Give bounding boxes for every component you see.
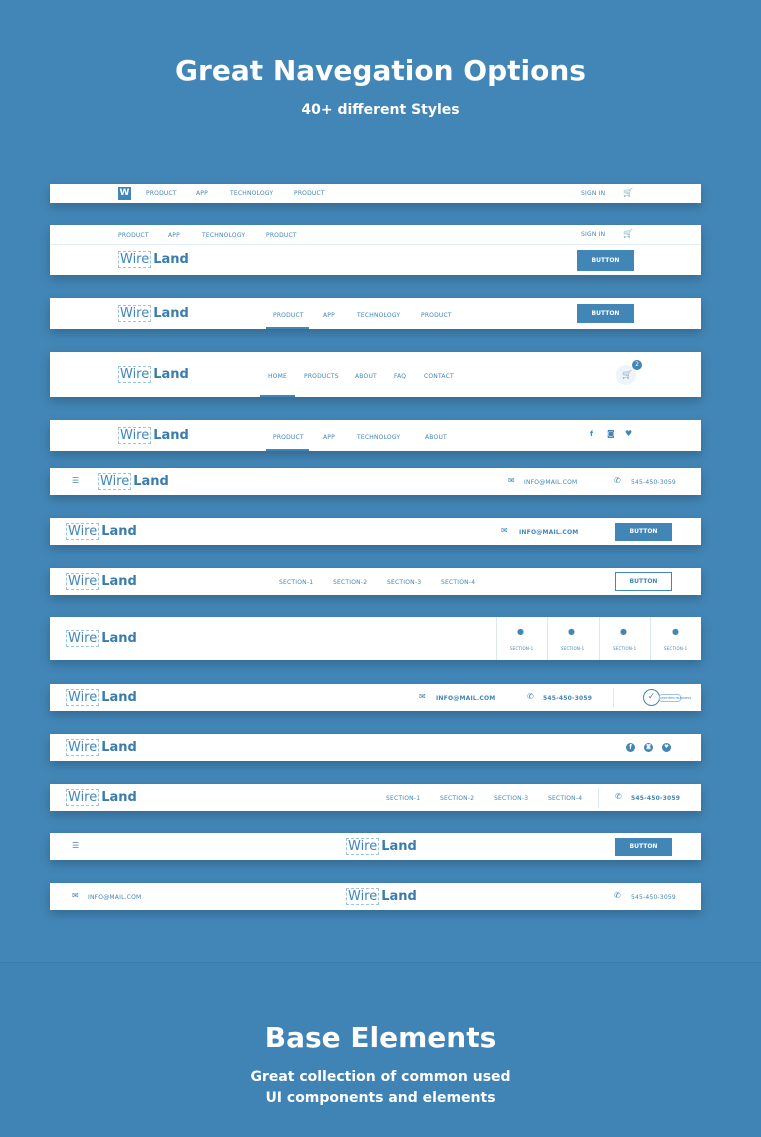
- cart-icon[interactable]: 🛒: [623, 229, 633, 238]
- nav-app[interactable]: APP: [323, 312, 335, 319]
- nav-product[interactable]: PRODUCT: [118, 232, 149, 239]
- active-underline: [260, 395, 295, 397]
- nav-product[interactable]: PRODUCT: [146, 190, 177, 197]
- logo-land: Land: [133, 474, 169, 489]
- facebook-icon[interactable]: f: [590, 430, 594, 438]
- logo-wire: Wire: [68, 631, 98, 646]
- nav-bar-8: [50, 568, 701, 595]
- cart-count-badge: 2: [632, 360, 642, 370]
- nav-section-4[interactable]: SECTION-4: [548, 795, 583, 802]
- divider: [50, 244, 701, 245]
- contact-email[interactable]: INFO@MAIL.COM: [436, 695, 496, 702]
- nav-section-2[interactable]: SECTION-2: [333, 579, 368, 586]
- certified-badge: CERTIFIED BUSINESS: [660, 696, 692, 700]
- nav-bar-6: [50, 468, 701, 495]
- logo[interactable]: [66, 524, 137, 540]
- logo-wire: Wire: [120, 428, 150, 443]
- divider: [599, 617, 600, 660]
- logo-wire: Wire: [100, 474, 130, 489]
- hero-title: Great Navegation Options: [175, 54, 586, 87]
- nav-technology[interactable]: TECHNOLOGY: [357, 312, 401, 319]
- logo-land: Land: [101, 790, 137, 805]
- divider: [650, 617, 651, 660]
- logo[interactable]: [98, 474, 169, 490]
- logo-wire: Wire: [68, 740, 98, 755]
- nav-product[interactable]: PRODUCT: [273, 312, 304, 319]
- nav-bar-3: [50, 298, 701, 329]
- nav-section-1[interactable]: SECTION-1: [386, 795, 421, 802]
- nav-bar-1: [50, 184, 701, 203]
- menu-icon[interactable]: ☰: [72, 841, 80, 850]
- mail-icon: ✉: [72, 891, 79, 900]
- nav-product-2[interactable]: PRODUCT: [294, 190, 325, 197]
- tab-section-2[interactable]: SECTION-1: [561, 646, 585, 651]
- nav-bar-14: [50, 883, 701, 910]
- nav-app[interactable]: APP: [168, 232, 180, 239]
- nav-section-4[interactable]: SECTION-4: [441, 579, 476, 586]
- logo[interactable]: [346, 889, 417, 905]
- nav-home[interactable]: HOME: [268, 373, 288, 380]
- contact-phone[interactable]: 545-450-3059: [543, 695, 593, 702]
- check-badge-icon: ✓: [643, 689, 660, 706]
- logo-wire: Wire: [68, 790, 98, 805]
- cta-button[interactable]: BUTTON: [577, 250, 634, 271]
- logo[interactable]: [118, 367, 189, 383]
- globe-icon: ●: [517, 627, 524, 636]
- nav-bar-10: [50, 684, 701, 711]
- logo[interactable]: [66, 574, 137, 590]
- nav-bar-5: [50, 420, 701, 451]
- contact-phone[interactable]: 545-450-3059: [631, 894, 676, 901]
- logo[interactable]: [118, 306, 189, 322]
- logo[interactable]: [66, 690, 137, 706]
- logo-land: Land: [101, 524, 137, 539]
- logo-land: Land: [153, 367, 189, 382]
- logo[interactable]: [66, 740, 137, 756]
- cta-button-outline[interactable]: BUTTON: [615, 572, 672, 591]
- cta-button[interactable]: BUTTON: [577, 304, 634, 323]
- nav-sign-in[interactable]: SIGN IN: [581, 231, 606, 238]
- logo-square[interactable]: W: [119, 188, 130, 198]
- globe-icon: ●: [568, 627, 575, 636]
- phone-icon: ✆: [527, 692, 534, 701]
- nav-technology[interactable]: TECHNOLOGY: [230, 190, 274, 197]
- divider: [496, 617, 497, 660]
- mail-icon: ✉: [419, 692, 426, 701]
- globe-icon: ●: [620, 627, 627, 636]
- cart-icon: 🛒: [622, 370, 632, 379]
- menu-icon[interactable]: ☰: [72, 476, 80, 485]
- contact-phone[interactable]: 545-450-3059: [631, 795, 681, 802]
- tab-section-3[interactable]: SECTION-1: [613, 646, 637, 651]
- logo[interactable]: [118, 252, 189, 268]
- nav-technology[interactable]: TECHNOLOGY: [202, 232, 246, 239]
- instagram-icon[interactable]: ◙: [644, 743, 653, 752]
- nav-technology[interactable]: TECHNOLOGY: [357, 434, 401, 441]
- active-underline: [266, 327, 309, 329]
- phone-icon: ✆: [614, 476, 621, 485]
- tab-section-1[interactable]: SECTION-1: [510, 646, 534, 651]
- logo-wire: Wire: [120, 306, 150, 321]
- nav-product[interactable]: PRODUCT: [273, 434, 304, 441]
- divider: [613, 688, 614, 707]
- footer-line-2: UI components and elements: [265, 1090, 496, 1106]
- nav-bar-11: [50, 734, 701, 761]
- cta-button[interactable]: BUTTON: [615, 838, 672, 856]
- logo[interactable]: [66, 790, 137, 806]
- logo-land: Land: [153, 428, 189, 443]
- contact-phone[interactable]: 545-450-3059: [631, 479, 676, 486]
- nav-bar-7: [50, 518, 701, 545]
- logo-wire: Wire: [120, 252, 150, 267]
- logo-wire: Wire: [348, 839, 378, 854]
- mail-icon: ✉: [508, 476, 515, 485]
- facebook-icon[interactable]: f: [626, 743, 635, 752]
- nav-product-2[interactable]: PRODUCT: [266, 232, 297, 239]
- nav-bar-13: [50, 833, 701, 860]
- logo-land: Land: [381, 889, 417, 904]
- nav-bar-4: [50, 352, 701, 397]
- hero-subtitle: 40+ different Styles: [301, 102, 460, 118]
- twitter-icon[interactable]: ♥: [625, 429, 633, 438]
- nav-sign-in[interactable]: SIGN IN: [581, 190, 606, 197]
- logo-wire: Wire: [120, 367, 150, 382]
- nav-about[interactable]: ABOUT: [355, 373, 377, 380]
- nav-bar-9: [50, 617, 701, 660]
- nav-product-2[interactable]: PRODUCT: [421, 312, 452, 319]
- globe-icon: ●: [672, 627, 679, 636]
- footer-title: Base Elements: [264, 1021, 497, 1054]
- footer-line-1: Great collection of common used: [250, 1069, 511, 1085]
- nav-section-1[interactable]: SECTION-1: [279, 579, 314, 586]
- logo-wire: Wire: [348, 889, 378, 904]
- phone-icon: ✆: [615, 792, 622, 801]
- mail-icon: ✉: [501, 526, 508, 535]
- cta-button[interactable]: BUTTON: [615, 523, 672, 541]
- logo-land: Land: [101, 631, 137, 646]
- twitter-icon[interactable]: ♥: [662, 743, 671, 752]
- contact-email[interactable]: INFO@MAIL.COM: [524, 479, 578, 486]
- nav-section-3[interactable]: SECTION-3: [494, 795, 529, 802]
- logo-land: Land: [101, 574, 137, 589]
- nav-bar-12: [50, 784, 701, 811]
- nav-products[interactable]: PRODUCTS: [304, 373, 339, 380]
- nav-section-2[interactable]: SECTION-2: [440, 795, 475, 802]
- contact-email[interactable]: INFO@MAIL.COM: [519, 529, 579, 536]
- logo-wire: Wire: [68, 690, 98, 705]
- logo-land: Land: [153, 252, 189, 267]
- nav-about[interactable]: ABOUT: [425, 434, 447, 441]
- cart-icon[interactable]: 🛒: [623, 188, 633, 197]
- nav-faq[interactable]: FAQ: [394, 373, 407, 380]
- logo-wire: Wire: [68, 574, 98, 589]
- phone-icon: ✆: [614, 891, 621, 900]
- logo[interactable]: [346, 839, 417, 855]
- logo[interactable]: [66, 631, 137, 647]
- logo-land: Land: [101, 740, 137, 755]
- divider: [598, 788, 599, 807]
- logo-land: Land: [381, 839, 417, 854]
- base-elements-section: [0, 962, 761, 1137]
- nav-bar-2: [50, 225, 701, 275]
- tab-section-4[interactable]: SECTION-1: [664, 646, 688, 651]
- nav-section-3[interactable]: SECTION-3: [387, 579, 422, 586]
- nav-contact[interactable]: CONTACT: [424, 373, 454, 380]
- instagram-icon[interactable]: ◙: [607, 429, 615, 438]
- logo-land: Land: [101, 690, 137, 705]
- nav-app[interactable]: APP: [323, 434, 335, 441]
- logo-wire: Wire: [68, 524, 98, 539]
- logo-land: Land: [153, 306, 189, 321]
- logo[interactable]: [118, 428, 189, 444]
- nav-app[interactable]: APP: [196, 190, 208, 197]
- active-underline: [266, 449, 309, 451]
- contact-email[interactable]: INFO@MAIL.COM: [88, 894, 142, 901]
- divider: [547, 617, 548, 660]
